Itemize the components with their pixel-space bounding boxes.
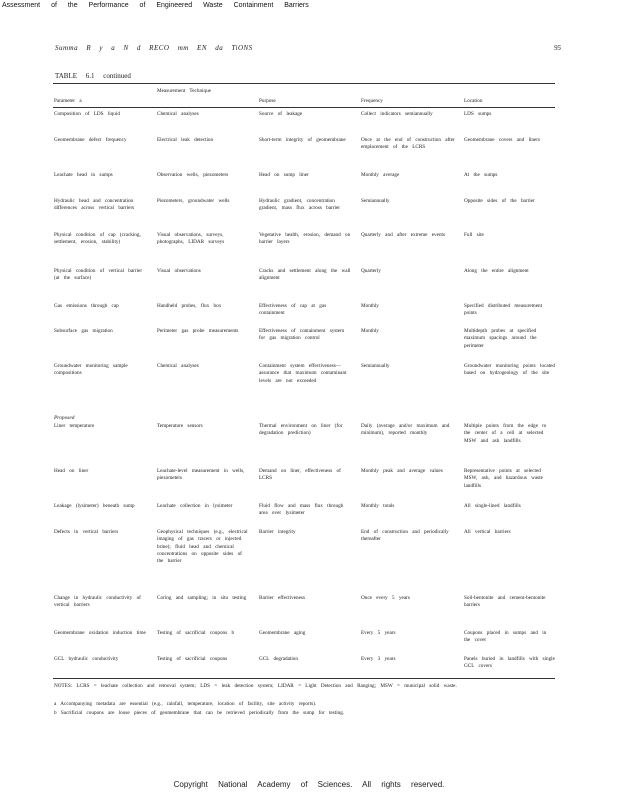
cell-purpose: Barrier integrity xyxy=(259,529,296,535)
table-bottom-rule xyxy=(53,678,555,679)
cell-technique: Coring and sampling; in situ testing xyxy=(157,595,247,601)
cell-frequency: Semiannually xyxy=(361,198,390,204)
cell-location: Soil-bentonite and cement-bentonite barriers xyxy=(464,595,546,609)
cell-technique: Testing of sacrificial coupons b xyxy=(157,630,235,636)
page-number: 95 xyxy=(554,44,561,52)
cell-parameter: Groundwater monitoring sample compositions xyxy=(54,363,128,377)
cell-purpose: Geomembrane aging xyxy=(259,630,306,636)
cell-purpose: Head on sump liner xyxy=(259,172,309,178)
proposed-section-label: Proposed xyxy=(54,415,75,421)
cell-frequency: Once at the end of construction after emplacement of the LCRS xyxy=(361,137,455,151)
cell-technique: Temperature sensors xyxy=(157,423,203,429)
cell-frequency: Every 3 years xyxy=(361,656,396,662)
cell-technique: Visual observations xyxy=(157,268,201,274)
cell-technique: Perimeter gas probe measurements xyxy=(157,328,239,334)
cell-parameter: Leachate head in sumps xyxy=(54,172,113,178)
footnote-a: a Accompanying metadata are essential (e.g., rainfall, temperature, location of facility, site activity reports). xyxy=(54,701,317,707)
cell-parameter: Change in hydraulic conductivity of vertical barriers xyxy=(54,595,141,609)
table-notes: NOTES: LCRS = leachate collection and removal system; LDS = leak detection system; LIDAR = Light Detection and Ranging; MSW = municipal solid waste. xyxy=(54,683,457,689)
column-header-frequency: Frequency xyxy=(361,98,383,104)
cell-purpose: Containment system effectiveness—assurance that maximum contaminant levels are not exceeded xyxy=(259,363,347,384)
cell-technique: Handheld probes, flux box xyxy=(157,303,222,309)
cell-parameter: Geomembrane defect frequency xyxy=(54,137,127,143)
cell-purpose: Demand on liner, effectiveness of LCRS xyxy=(259,468,341,482)
cell-technique: Leachate-level measurement in wells, piezometers xyxy=(157,468,245,482)
cell-technique: Electrical leak detection xyxy=(157,137,214,143)
cell-technique: Visual observations, surveys, photographs, LIDAR surveys xyxy=(157,232,225,246)
cell-frequency: Quarterly xyxy=(361,268,381,274)
copyright-footer: Copyright National Academy of Sciences. All rights reserved. xyxy=(173,780,445,789)
cell-technique: Chemical analyses xyxy=(157,111,199,117)
cell-frequency: Monthly average xyxy=(361,172,400,178)
cell-location: Multiple points from the edge to the center of a cell at selected MSW and ash landfills xyxy=(464,423,547,444)
cell-parameter: Gas emissions through cap xyxy=(54,303,119,309)
cell-frequency: Monthly peak and average values xyxy=(361,468,443,474)
cell-parameter: Physical condition of cap (cracking, settlement, erosion, stability) xyxy=(54,232,141,246)
cell-frequency: Monthly totals xyxy=(361,503,395,509)
cell-frequency: Once every 5 years xyxy=(361,595,410,601)
cell-technique: Leachate collection in lysimeter xyxy=(157,503,233,509)
cell-location: Groundwater monitoring points located based on hydrogeology of the site xyxy=(464,363,555,377)
cell-parameter: Leakage (lysimeter) beneath sump xyxy=(54,503,135,509)
cell-purpose: Cracks and settlement along the wall alignment xyxy=(259,268,351,282)
cell-frequency: Every 5 years xyxy=(361,630,396,636)
cell-purpose: Source of leakage xyxy=(259,111,303,117)
cell-location: All vertical barriers xyxy=(464,529,511,535)
page-header: Assessment of the Performance of Engineered Waste Containment Barriers xyxy=(2,2,309,9)
cell-location: Geomembrane covers and liners xyxy=(464,137,540,143)
cell-parameter: Head on liner xyxy=(54,468,89,474)
cell-location: Panels buried in landfills with single GCL covers xyxy=(464,656,555,670)
cell-parameter: Defects in vertical barriers xyxy=(54,529,119,535)
cell-purpose: Fluid flow and mass flux through area over lysimeter xyxy=(259,503,344,517)
cell-location: Multidepth probes at specified maximum spacings around the perimeter xyxy=(464,328,537,349)
column-header-parameter: Parameter a xyxy=(54,98,82,104)
column-header-location: Location xyxy=(464,98,483,104)
cell-frequency: End of construction and periodically thereafter xyxy=(361,529,449,543)
table-top-rule xyxy=(53,83,555,84)
cell-technique: Testing of sacrificial coupons xyxy=(157,656,228,662)
footnote-b: b Sacrificial coupons are loose pieces of geomembrane that can be retrieved periodically from the sump for testing. xyxy=(54,710,345,716)
cell-technique: Observation wells, piezometers xyxy=(157,172,229,178)
cell-purpose: Short-term integrity of geomembrane xyxy=(259,137,346,143)
cell-frequency: Monthly xyxy=(361,303,379,309)
cell-parameter: Composition of LDS liquid xyxy=(54,111,120,117)
cell-purpose: Vegetative health, erosion, demand on barrier layers xyxy=(259,232,351,246)
cell-technique: Piezometers, groundwater wells xyxy=(157,198,230,204)
running-title: Summa R y a N d RECO mm EN da TiONS xyxy=(55,44,253,52)
cell-parameter: Subsurface gas migration xyxy=(54,328,113,334)
header-bottom-rule xyxy=(53,107,555,108)
cell-location: At the sumps xyxy=(464,172,498,178)
cell-purpose: GCL degradation xyxy=(259,656,298,662)
cell-location: Along the entire alignment xyxy=(464,268,529,274)
cell-purpose: Hydraulic gradient, concentration gradient, mass flux across barrier xyxy=(259,198,340,212)
cell-frequency: Semiannually xyxy=(361,363,390,369)
cell-location: LDS sumps xyxy=(464,111,492,117)
cell-parameter: Liner temperature xyxy=(54,423,95,429)
cell-technique: Chemical analyses xyxy=(157,363,199,369)
cell-location: Representative points at selected MSW, ash, and hazardous waste landfills xyxy=(464,468,543,489)
cell-parameter: GCL hydraulic conductivity xyxy=(54,656,119,662)
cell-location: Specified distributed measurement points xyxy=(464,303,543,317)
table-caption: TABLE 6.1 continued xyxy=(55,72,131,80)
column-header-technique: Measurement Technique xyxy=(157,88,211,94)
cell-purpose: Effectiveness of containment system for gas migration control xyxy=(259,328,345,342)
cell-purpose: Barrier effectiveness xyxy=(259,595,305,601)
cell-parameter: Hydraulic head and concentration differences across vertical barriers xyxy=(54,198,135,212)
cell-frequency: Monthly xyxy=(361,328,379,334)
cell-location: All single-lined landfills xyxy=(464,503,521,509)
cell-frequency: Quarterly and after extreme events xyxy=(361,232,446,238)
cell-location: Coupons placed in sumps and in the cover xyxy=(464,630,547,644)
cell-parameter: Geomembrane oxidation induction time xyxy=(54,630,146,636)
cell-purpose: Effectiveness of cap at gas containment xyxy=(259,303,327,317)
cell-parameter: Physical condition of vertical barrier (at the surface) xyxy=(54,268,143,282)
column-header-purpose: Purpose xyxy=(259,98,276,104)
cell-technique: Geophysical techniques (e.g., electrical imaging of gas tracers or injected brine); fluid head and chemical concentrations on opposite sides of the barrier xyxy=(157,529,248,565)
cell-purpose: Thermal environment on liner (for degradation prediction) xyxy=(259,423,343,437)
cell-frequency: Collect indicators semiannually xyxy=(361,111,433,117)
cell-frequency: Daily (average and/or maximum and minimum), reported monthly xyxy=(361,423,450,437)
cell-location: Opposite sides of the barrier xyxy=(464,198,535,204)
cell-location: Full site xyxy=(464,232,484,238)
